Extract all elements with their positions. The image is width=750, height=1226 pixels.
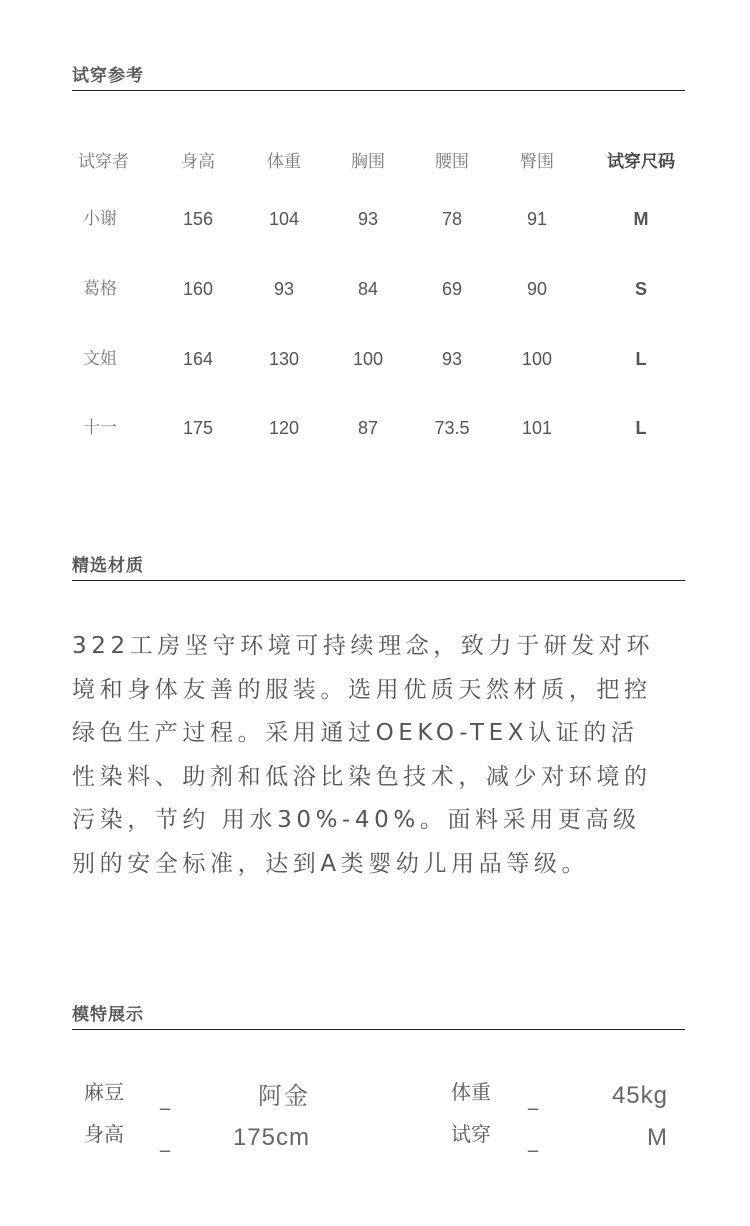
tester-name: 十一 <box>83 418 117 438</box>
waist-value: 78 <box>441 209 463 229</box>
table-row <box>72 347 685 371</box>
hip-value: 101 <box>521 418 553 438</box>
model-weight-value: 45kg <box>611 1082 668 1109</box>
header-tester: 试穿者 <box>78 152 129 172</box>
size-value: L <box>635 349 647 369</box>
table-row <box>72 277 685 301</box>
height-value: 175 <box>182 418 214 438</box>
weight-value: 130 <box>268 349 300 369</box>
hip-value: 100 <box>521 349 553 369</box>
weight-value: 93 <box>273 279 295 299</box>
separator: _ <box>528 1086 538 1110</box>
model-section-title: 模特展示 <box>72 1005 685 1030</box>
waist-value: 69 <box>441 279 463 299</box>
model-height-label: 身高 <box>84 1122 124 1146</box>
material-line: 污染，节约 用水30%-40%。面料采用更高级 <box>72 807 641 833</box>
hip-value: 90 <box>526 279 548 299</box>
chest-value: 100 <box>352 349 384 369</box>
material-line: 322工房坚守环境可持续理念，致力于研发对环 <box>72 633 655 659</box>
weight-value: 120 <box>268 418 300 438</box>
material-line: 绿色生产过程。采用通过OEKO-TEX认证的活 <box>72 720 639 746</box>
material-section-title: 精选材质 <box>72 556 685 581</box>
height-value: 156 <box>182 209 214 229</box>
model-size-label: 试穿 <box>451 1122 491 1146</box>
waist-value: 93 <box>441 349 463 369</box>
separator: _ <box>528 1128 538 1152</box>
model-size-value: M <box>647 1124 668 1151</box>
chest-value: 84 <box>357 279 379 299</box>
table-row <box>72 207 685 231</box>
material-line: 境和身体友善的服装。选用优质天然材质，把控 <box>72 676 652 703</box>
height-value: 164 <box>182 349 214 369</box>
weight-value: 104 <box>268 209 300 229</box>
header-waist: 腰围 <box>435 152 469 172</box>
model-name-value: 阿金 <box>258 1082 310 1110</box>
model-height-value: 175cm <box>232 1124 310 1151</box>
tester-name: 小谢 <box>83 209 117 229</box>
size-value: S <box>634 279 647 299</box>
chest-value: 87 <box>357 418 379 438</box>
size-value: M <box>633 209 649 229</box>
table-row <box>72 416 685 440</box>
header-size: 试穿尺码 <box>607 152 675 172</box>
material-description <box>72 625 687 886</box>
header-chest: 胸围 <box>351 152 385 172</box>
hip-value: 91 <box>526 209 548 229</box>
size-value: L <box>635 418 647 438</box>
header-height: 身高 <box>181 152 215 172</box>
tester-name: 葛格 <box>83 279 117 299</box>
header-weight: 体重 <box>267 152 301 172</box>
fitting-section-title: 试穿参考 <box>72 66 685 91</box>
height-value: 160 <box>182 279 214 299</box>
separator: _ <box>160 1086 170 1110</box>
header-hip: 臀围 <box>520 152 554 172</box>
material-line: 性染料、助剂和低浴比染色技术，减少对环境的 <box>72 763 652 790</box>
fitting-table-header <box>72 150 685 174</box>
model-weight-label: 体重 <box>451 1080 491 1104</box>
material-line: 别的安全标准，达到A类婴幼儿用品等级。 <box>72 850 590 877</box>
separator: _ <box>160 1128 170 1152</box>
tester-name: 文姐 <box>83 349 117 369</box>
model-name-label: 麻豆 <box>84 1080 124 1104</box>
waist-value: 73.5 <box>434 418 470 438</box>
chest-value: 93 <box>357 209 379 229</box>
